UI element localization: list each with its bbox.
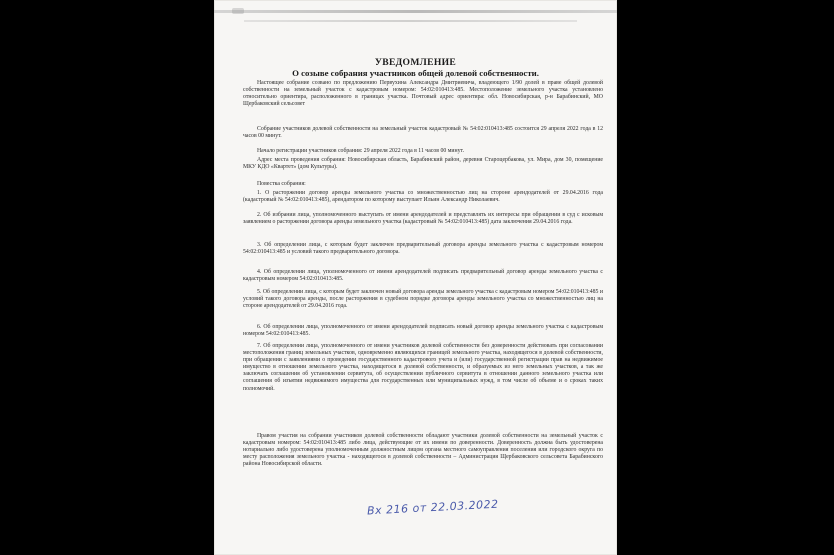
agenda-item-2: 2. Об избрании лица, уполномоченного выступать от имени арендодателей и представлять их интересы при обращении в суд с исковым заявлением о расторжении договора аренды земельного участка (кадастровый № 54:02:010413:485) дата заключения 29.04.2016 года.: [243, 212, 603, 226]
paragraph-address: Адрес места проведения собрания: Новосибирская область, Барабинский район, деревня Староцербакова, ул. Мира, дом 30, помещение МКУ КДО «Квартет» (дом Культуры).: [243, 157, 603, 171]
agenda-heading: Повестка собрания:: [257, 181, 306, 187]
agenda-item-7: 7. Об определении лица, уполномоченного от имени участников долевой собственности без доверенности действовать при согласовании местоположения границ земельных участков, одновременно являющихся границей земельного участка, находящегося в долевой собственности, при обращении с заявлениями о проведении государственного кадастрового учета и (или) государственной регистрации прав на недвижимое имущество в отношении земельного участка, находящегося в долевой собственности, и образуемых из него земельных участков, а так же заключать соглашения об установлении сервитута, об осуществлении публичного сервитута в отношении данного земельного участка или соглашения об изъятии недвижимого имущества для государственных или муниципальных нужд, в том числе об объеме и о сроках таких полномочий.: [243, 343, 603, 392]
paragraph-meeting-date: Собрание участников долевой собственности на земельный участок кадастровый № 54:02:010413:485 состоится 29 апреля 2022 года в 12 часов 00 минут.: [243, 126, 603, 140]
paragraph-registration: Начало регистрации участников собрания: 29 апреля 2022 года в 11 часов 00 минут.: [257, 148, 465, 154]
agenda-item-1: 1. О расторжении договор аренды земельного участка со множественностью лиц на стороне арендодателей от 29.04.2016 года (кадастровый № 54:02:010413:485), арендатором по которому выступает Ильин Александр Николаевич.: [243, 190, 603, 204]
agenda-item-4: 4. Об определении лица, уполномоченного от имени арендодателей подписать предварительный договор аренды земельного участка с кадастровым номером 54:02:010413:485.: [243, 269, 603, 283]
scan-artifact-line: [214, 10, 617, 13]
handwritten-registration-note: Вх 216 от 22.03.2022: [366, 497, 499, 518]
document-title: УВЕДОМЛЕНИЕ: [374, 57, 457, 68]
paragraph-initiator: Настоящее собрание созвано по предложению Первухина Александра Дмитриевича, владеющего 1/90 долей в праве общей долевой собственности на земельный участок с кадастровым номером: 54:02:010413:485. Местоположение земельного участка установлено относительно ориентира, расположенного в границах участка. Почтовый адрес ориентира: обл. Новосибирская, р-н Барабинский, МО Щербаковский сельсовет: [243, 80, 603, 108]
agenda-item-5: 5. Об определении лица, с которым будет заключен новый договора аренды земельного участка с кадастровым номером 54:02:010413:485 и условий такого договора аренды, после расторжения в судебном порядке договора аренды земельного участка со множественностью лиц на стороне арендодателей от 29.04.2016 года.: [243, 289, 603, 310]
scan-artifact-mark: [232, 8, 244, 14]
document-subtitle: О созыве собрания участников общей долевой собственности.: [292, 68, 539, 78]
scanned-page: [214, 0, 617, 555]
agenda-item-6: 6. Об определении лица, уполномоченного от имени арендодателей подписать новый договор аренды земельного участка с кадастровым номером 54:02:010413:485.: [243, 324, 603, 338]
scan-artifact-line: [244, 20, 577, 22]
agenda-item-3: 3. Об определении лица, с которым будет заключен предварительный договора аренды земельного участка с кадастровым номером 54:02:010413:485 и условий такого предварительного договора.: [243, 242, 603, 256]
paragraph-participation-rights: Правом участия на собрании участников долевой собственности обладают участники долевой собственности на земельный участок с кадастровым номером: 54:02:010413:485 либо лица, действующие от их имени по доверенности. Доверенность должна быть удостоверена нотариально либо удостоверена уполномоченным должностным лицом органа местного самоуправления поселения или городского округа по месту расположения земельного участка - находящегося в долевой собственности – Администрация Щербаковского сельсовета Барабинского района Новосибирской области.: [243, 433, 603, 468]
